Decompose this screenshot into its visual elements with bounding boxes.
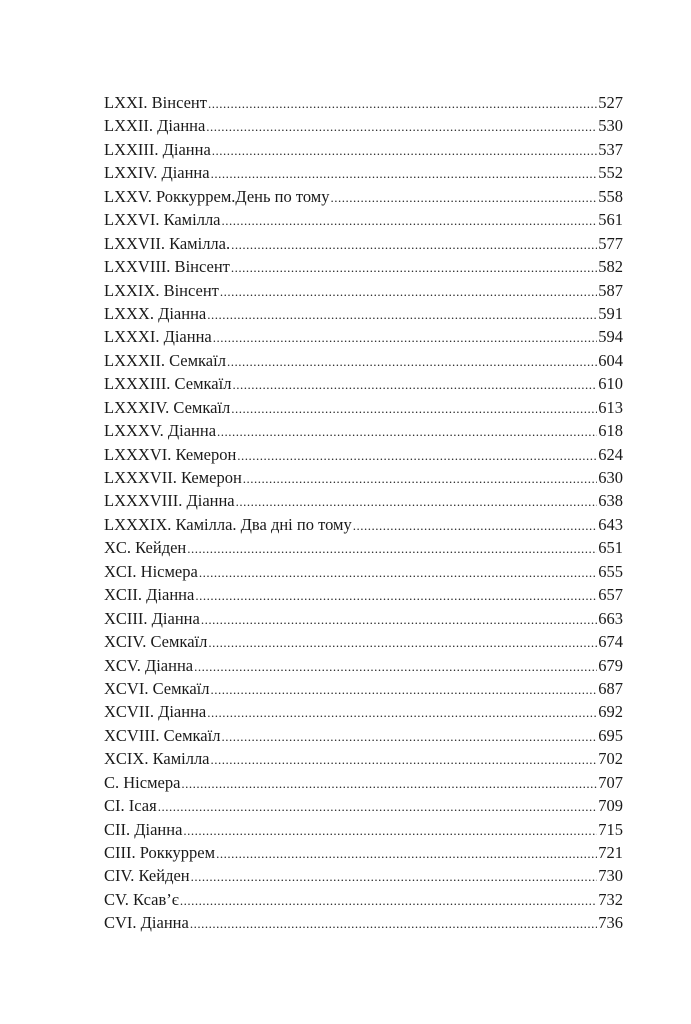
toc-entry [104,888,623,911]
toc-entry-page-number: 604 [598,350,623,370]
dot-leader [180,889,597,911]
toc-entry [104,419,623,442]
toc-entry-page-number: 692 [598,702,623,722]
toc-entry [104,911,623,934]
toc-entry-title: XCIII. Діанна [104,608,200,628]
toc-entry-page-number: 695 [598,725,623,745]
toc-entry-page-number: 618 [598,421,623,441]
dot-leader [232,373,597,395]
toc-entry-title: CIV. Кейден [104,866,190,886]
toc-entry [104,114,623,137]
dot-leader [195,584,597,606]
toc-entry [104,724,623,747]
toc-entry-page-number: 732 [598,889,623,909]
toc-entry-title: LXXVII. Камілла. [104,233,231,253]
dot-leader [187,537,597,559]
toc-entry [104,232,623,255]
toc-entry-page-number: 591 [598,303,623,323]
dot-leader [222,209,598,231]
toc-entry-title: XCII. Діанна [104,585,195,605]
dot-leader [207,303,597,325]
dot-leader [206,115,597,137]
toc-entry-title: LXXXVII. Кемерон [104,468,242,487]
toc-entry [104,372,623,395]
toc-entry-page-number: 630 [598,468,623,487]
toc-entry-title: LXXXI. Діанна [104,327,212,347]
toc-entry-page-number: 594 [598,327,623,347]
toc-entry [104,325,623,348]
dot-leader [236,490,598,512]
toc-entry-page-number: 663 [598,608,623,628]
toc-entry-title: CV. Ксав’є [104,889,179,909]
toc-entry [104,466,623,489]
toc-entry [104,185,623,208]
dot-leader [211,162,598,184]
dot-leader [216,842,597,864]
toc-entry-title: XCI. Нісмера [104,561,198,581]
dot-leader [208,92,597,114]
toc-entry [104,396,623,419]
dot-leader [191,865,598,887]
toc-entry [104,700,623,723]
toc-entry-title: XCVI. Семкаїл [104,678,210,698]
toc-entry-title: LXXVIII. Вінсент [104,257,230,277]
dot-leader [331,186,598,208]
dot-leader [231,233,597,255]
toc-entry [104,583,623,606]
toc-entry [104,208,623,231]
toc-entry-title: XC. Кейден [104,538,187,558]
toc-entry-page-number: 736 [598,913,623,933]
toc-entry-title: XCIV. Семкаїл [104,632,208,652]
toc-entry [104,818,623,841]
toc-entry-page-number: 587 [598,280,623,300]
toc-entry [104,771,623,794]
toc-entry-title: XCV. Діанна [104,655,194,675]
toc-entry [104,349,623,372]
toc-entry-page-number: 702 [598,749,623,769]
toc-entry-page-number: 651 [598,538,623,558]
toc-entry-title: LXXIX. Вінсент [104,280,219,300]
toc-entry-title: CIII. Роккуррем [104,843,216,862]
toc-entry-page-number: 577 [598,233,623,253]
dot-leader [221,725,597,747]
table-of-contents [104,91,623,935]
toc-entry-title: LXXVI. Камілла [104,210,221,230]
toc-entry-page-number: 655 [598,561,623,581]
toc-entry-page-number: 613 [598,397,623,417]
toc-entry-title: LXXXVIII. Діанна [104,491,235,511]
toc-entry-title: LXXXIII. Семкаїл [104,374,232,394]
toc-entry-page-number: 707 [598,772,623,792]
toc-entry-page-number: 558 [598,186,623,206]
toc-entry-title: LXXXIX. Камілла. Два дні по тому [104,514,352,534]
toc-entry-page-number: 709 [598,796,623,816]
toc-entry [104,864,623,887]
toc-entry [104,677,623,700]
dot-leader [353,514,598,536]
toc-entry-page-number: 537 [598,139,623,159]
dot-leader [158,795,598,817]
toc-entry [104,630,623,653]
toc-entry-title: CII. Діанна [104,819,183,839]
toc-entry [104,513,623,536]
toc-entry-page-number: 527 [598,93,623,112]
toc-entry-page-number: 657 [598,585,623,605]
toc-entry-title: CVI. Діанна [104,913,189,933]
dot-leader [231,397,597,419]
toc-entry-title: C. Нісмера [104,772,181,792]
dot-leader [194,655,597,677]
toc-entry [104,91,623,114]
toc-entry [104,302,623,325]
toc-entry-title: LXXIV. Діанна [104,163,210,183]
dot-leader [208,631,597,653]
toc-entry-page-number: 638 [598,491,623,511]
toc-entry [104,794,623,817]
toc-entry [104,841,623,864]
dot-leader [183,819,597,841]
toc-entry [104,747,623,770]
dot-leader [212,139,597,161]
dot-leader [210,678,597,700]
toc-entry-page-number: 530 [598,116,623,136]
dot-leader [231,256,597,278]
dot-leader [181,772,597,794]
toc-entry [104,443,623,466]
toc-entry-page-number: 610 [598,374,623,394]
toc-entry-page-number: 552 [598,163,623,183]
toc-entry [104,536,623,559]
dot-leader [190,912,597,934]
toc-entry-page-number: 721 [598,843,623,862]
toc-entry-title: LXXXIV. Семкаїл [104,397,231,417]
toc-entry [104,255,623,278]
toc-entry-page-number: 643 [598,514,623,534]
toc-entry-title: LXXIII. Діанна [104,139,211,159]
dot-leader [211,748,598,770]
dot-leader [201,608,597,630]
toc-entry-title: XCVIII. Семкаїл [104,725,221,745]
toc-entry [104,489,623,512]
toc-entry-title: LXXV. Роккуррем.День по тому [104,186,330,206]
toc-entry [104,607,623,630]
toc-entry-title: CI. Ісая [104,796,157,816]
dot-leader [199,561,597,583]
toc-entry-title: LXXII. Діанна [104,116,206,136]
toc-entry [104,560,623,583]
toc-entry-page-number: 674 [598,632,623,652]
toc-entry-title: LXXX. Діанна [104,303,207,323]
dot-leader [220,280,597,302]
toc-entry-page-number: 715 [598,819,623,839]
toc-entry-page-number: 582 [598,257,623,277]
dot-leader [227,350,597,372]
toc-entry [104,138,623,161]
toc-entry-title: LXXXV. Діанна [104,421,217,441]
dot-leader [243,467,597,489]
toc-entry-title: LXXXII. Семкаїл [104,350,226,370]
toc-entry-page-number: 687 [598,678,623,698]
toc-entry-page-number: 561 [598,210,623,230]
toc-entry-title: LXXXVI. Кемерон [104,444,237,464]
toc-entry-title: XCVII. Діанна [104,702,207,722]
toc-entry-page-number: 679 [598,655,623,675]
toc-entry-page-number: 624 [598,444,623,464]
dot-leader [237,444,597,466]
dot-leader [213,326,598,348]
toc-entry-page-number: 730 [598,866,623,886]
toc-entry-title: XCIX. Камілла [104,749,210,769]
dot-leader [217,420,597,442]
toc-entry [104,161,623,184]
toc-entry [104,654,623,677]
toc-entry [104,279,623,302]
dot-leader [207,701,597,723]
toc-entry-title: LXXI. Вінсент [104,93,207,112]
